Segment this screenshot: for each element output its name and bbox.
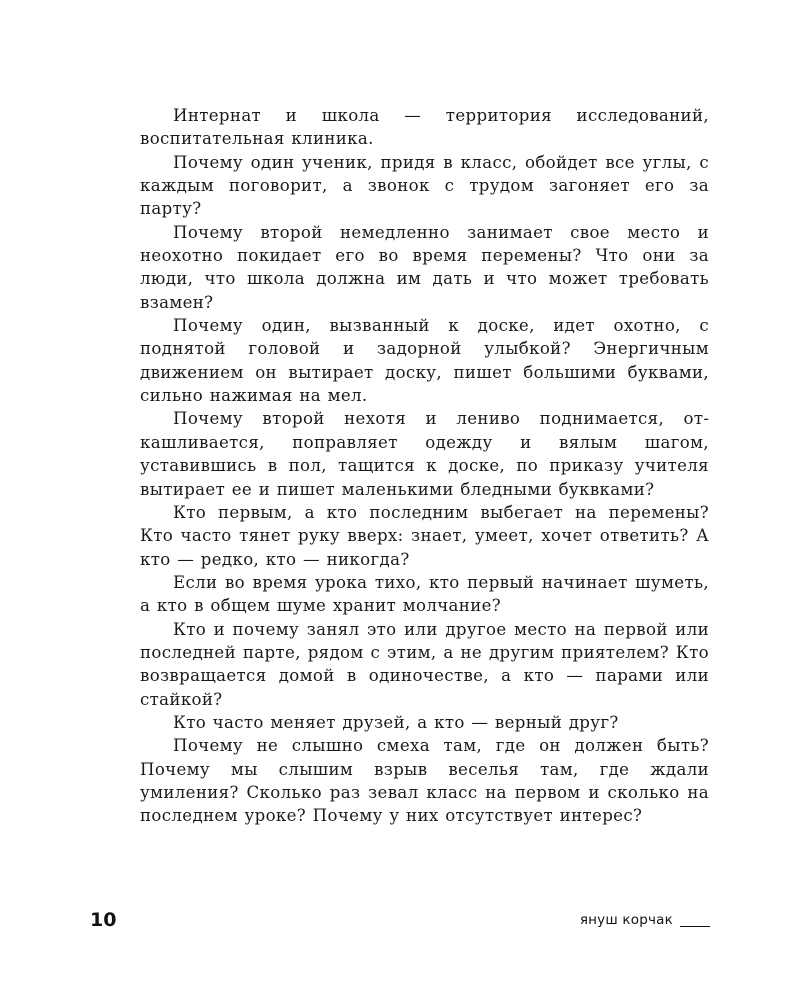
page-footer <box>90 906 710 934</box>
paragraph-10: Почему не слышно смеха там, где он должен быть? Почему мы слышим взрыв веселья там, где ждали умиления? Сколько раз зевал класс на первом и сколько на последнем уроке? Почему у них отсутствует интерес? <box>140 736 709 826</box>
paragraph-5: Почему второй нехотя и лениво поднимается, откашливается, поправляет одежду и вялым шагом, уставившись в пол, тащится к доске, по приказу учителя вытирает ее и пишет маленькими бледными буквками? <box>140 409 709 499</box>
paragraph-6: Кто первым, а кто последним выбегает на перемены? Кто часто тянет руку вверх: знает, умеет, хочет ответить? А кто — редко, кто — никогда? <box>140 502 709 569</box>
running-title <box>580 908 710 932</box>
page-number: 10 <box>90 909 117 931</box>
paragraph-9: Кто часто меняет друзей, а кто — верный друг? <box>173 712 619 732</box>
paragraph-3: Почему второй немедленно занимает свое место и неохотно покидает его во время перемены? Что они за люди, что школа должна им дать и что может требовать взамен? <box>140 222 709 312</box>
paragraph-2: Почему один ученик, придя в класс, обойдет все углы, с каждым поговорит, а звонок с трудом загоняет его за парту? <box>140 152 709 219</box>
paragraph-8: Кто и почему занял это или другое место на первой или последней парте, рядом с этим, а не другим приятелем? Кто возвращается домой в одиночестве, а кто — парами или стайкой? <box>140 619 709 709</box>
paragraph-1: Интернат и школа — территория исследований, воспитательная клиника. <box>140 106 709 149</box>
paragraph-7: Если во время урока тихо, кто первый начинает шуметь, а кто в общем шуме хранит молчание? <box>140 572 709 616</box>
paragraph-4: Почему один, вызванный к доске, идет охотно, с поднятой головой и задорной улыбкой? Энергичным движением он вытирает доску, пишет большими буквами, сильно нажимая на мел. <box>140 316 709 406</box>
running-title-text: януш корчак <box>579 912 673 928</box>
body-text <box>140 104 709 828</box>
running-title-rule <box>680 926 710 927</box>
